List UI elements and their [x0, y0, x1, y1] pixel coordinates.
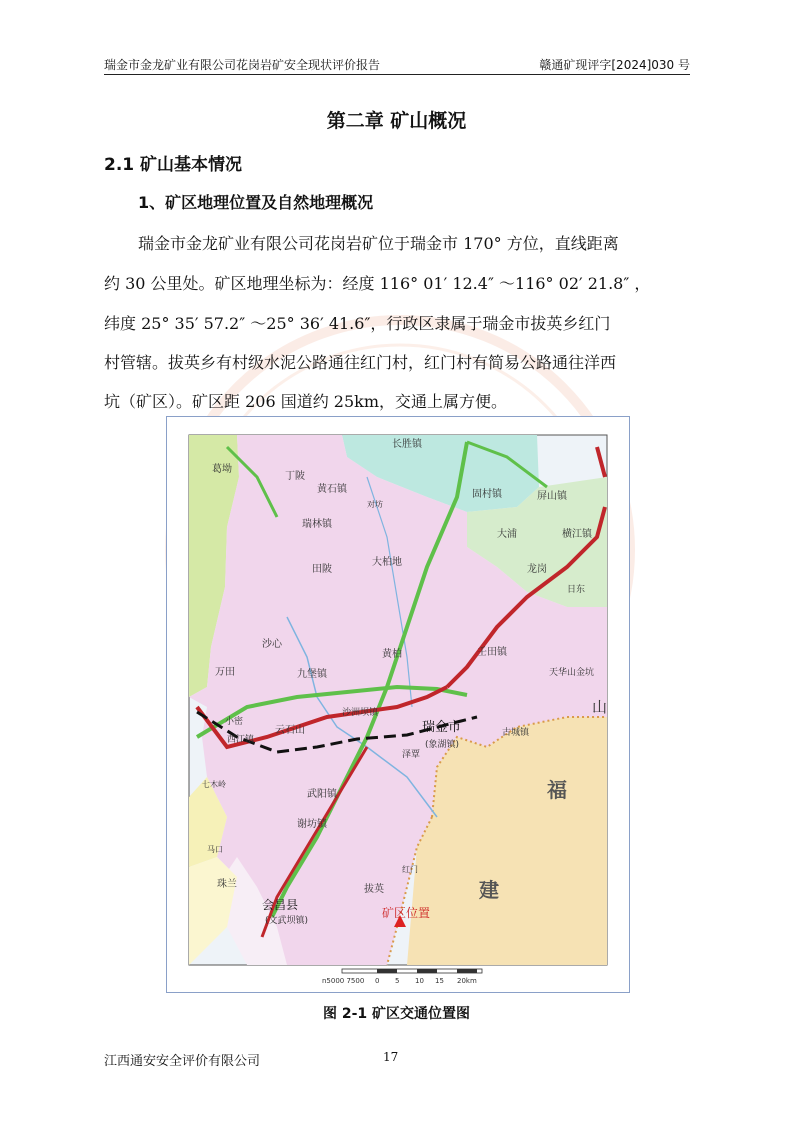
page-number: 17	[383, 1050, 399, 1064]
scale-label: n5000 7500	[322, 977, 365, 985]
header-report-number: 赣通矿现评字[2024]030 号	[539, 58, 690, 72]
map-label: 龙岗	[527, 564, 547, 575]
page-header	[104, 52, 690, 75]
paragraph-line: 纬度 25° 35′ 57.2″ ～25° 36′ 41.6″，行政区隶属于瑞金市拔英乡红门	[104, 314, 611, 333]
map-label: 西江镇	[227, 735, 255, 745]
scale-label: 10	[415, 977, 424, 985]
map-label: 田陂	[312, 564, 332, 575]
map-label: 马口	[207, 845, 223, 854]
map-label: 七木岭	[202, 780, 226, 789]
map-label: 古城镇	[502, 728, 530, 738]
scale-label: 0	[375, 977, 380, 985]
map-label: (文武坝镇)	[265, 916, 309, 926]
map-label: 珠兰	[217, 879, 237, 890]
map-label: 武阳镇	[307, 789, 337, 800]
map-label: 黄柏	[382, 649, 402, 660]
location-map	[167, 417, 629, 992]
paragraph-line: 坑（矿区）。矿区距 206 国道约 25km，交通上属方便。	[104, 392, 508, 411]
map-label-province: 福	[547, 778, 567, 802]
map-label: 日东	[567, 585, 586, 595]
paragraph-line: 瑞金市金龙矿业有限公司花岗岩矿位于瑞金市 170° 方位，直线距离	[138, 234, 619, 253]
map-label: 壬田镇	[477, 647, 507, 658]
paragraph-line: 约 30 公里处。矿区地理坐标为：经度 116° 01′ 12.4″ ～116° 02′ 21.8″ ，	[104, 274, 651, 293]
map-label: 谢坊镇	[297, 819, 327, 830]
map-label: 对坊	[367, 500, 383, 509]
map-label: 横江镇	[562, 529, 592, 540]
map-label-city: 瑞金市	[422, 720, 462, 735]
map-label: 葛坳	[212, 464, 232, 475]
map-label: 长胜镇	[392, 439, 422, 450]
map-label: 大柏地	[372, 557, 402, 568]
map-label: 固村镇	[472, 489, 502, 500]
map-label: 云石山	[275, 725, 305, 736]
footer-company: 江西通安安全评价有限公司	[104, 1054, 261, 1069]
map-label: 瑞林镇	[302, 519, 332, 530]
map-label: 沙洲坝镇	[342, 708, 379, 718]
scale-label: 20km	[457, 977, 477, 985]
section-title: 2.1 矿山基本情况	[104, 155, 243, 175]
map-label: 大浦	[497, 529, 517, 540]
figure-caption: 图 2-1 矿区交通位置图	[322, 1006, 471, 1022]
scale-label: 5	[395, 977, 400, 985]
map-label: 丁陂	[285, 471, 305, 482]
subsection-title: 1、矿区地理位置及自然地理概况	[138, 193, 374, 212]
mine-location-label: 矿区位置	[382, 906, 431, 920]
map-label: 天华山金坑	[549, 668, 595, 678]
map-label: 拔英	[364, 884, 384, 895]
map-label: 红门	[402, 865, 418, 874]
scale-bar	[322, 969, 482, 985]
map-label: 会昌县	[262, 898, 299, 912]
map-label: 泽覃	[402, 750, 421, 760]
map-label: 小密	[225, 717, 244, 727]
map-label: 山	[592, 698, 608, 716]
map-label: 屏山镇	[537, 491, 567, 502]
map-label: (象湖镇)	[425, 740, 460, 750]
paragraph-line: 村管辖。拔英乡有村级水泥公路通往红门村，红门村有简易公路通往洋西	[104, 353, 617, 372]
map-label-province: 建	[479, 878, 499, 902]
map-label: 黄石镇	[317, 484, 347, 495]
map-label: 万田	[215, 667, 235, 678]
map-label: 九堡镇	[297, 669, 327, 680]
location-map-figure	[166, 416, 630, 993]
scale-label: 15	[435, 977, 444, 985]
chapter-title: 第二章 矿山概况	[326, 110, 467, 132]
header-report-title: 瑞金市金龙矿业有限公司花岗岩矿安全现状评价报告	[104, 58, 381, 72]
map-label: 沙心	[262, 639, 282, 650]
